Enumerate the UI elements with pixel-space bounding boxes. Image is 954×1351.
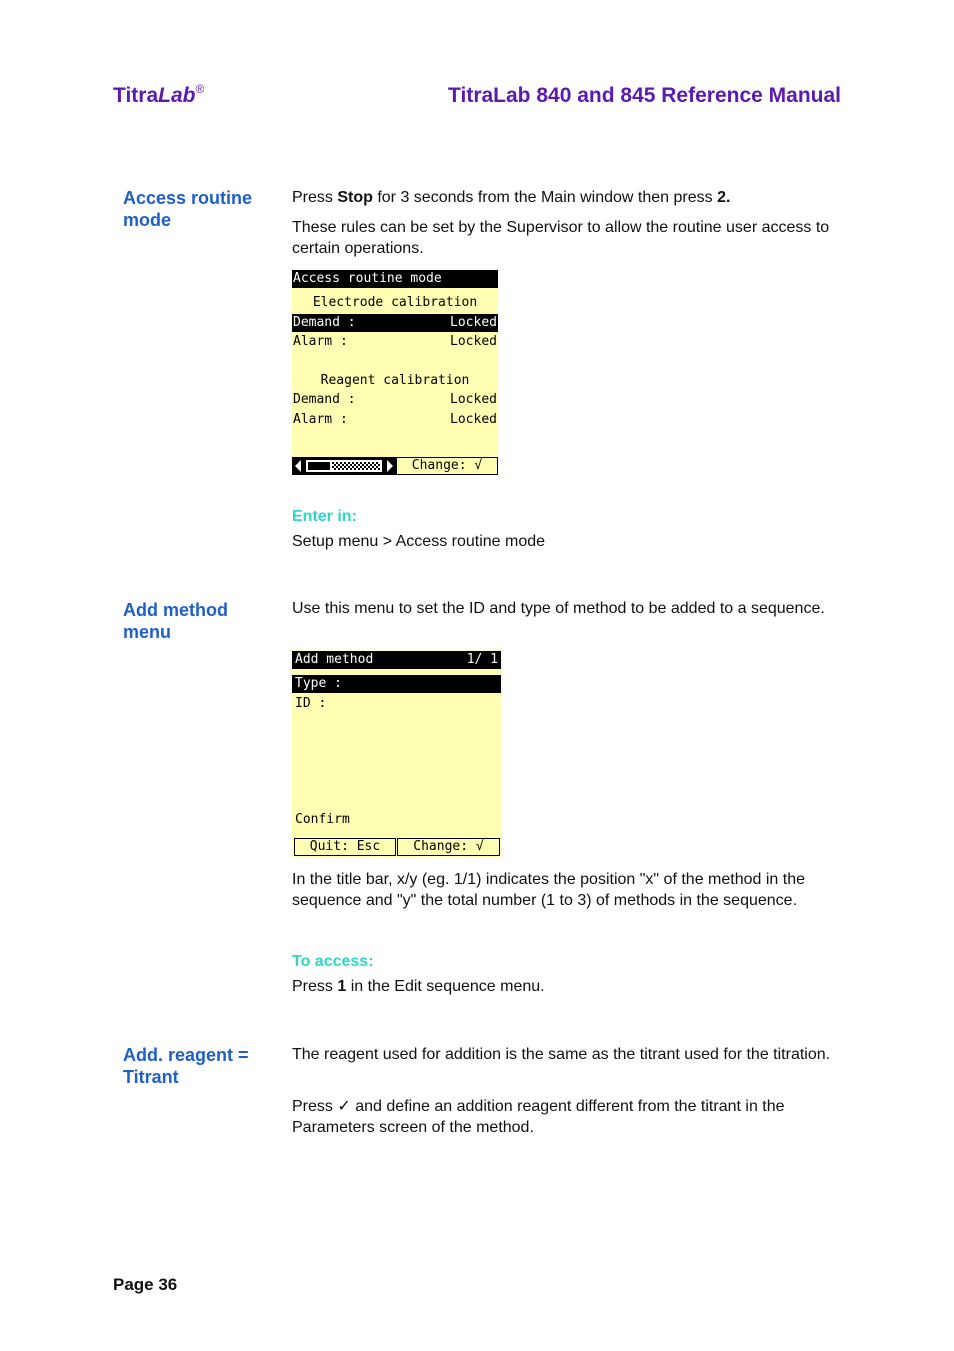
- type-label: Type :: [295, 676, 342, 691]
- quit-softkey: Quit: Esc: [294, 838, 396, 856]
- screen-title-bar: [292, 651, 501, 669]
- to-access-instruction: [292, 976, 837, 997]
- text-run: Press: [292, 189, 338, 206]
- add-method-screen: [292, 650, 501, 857]
- add-reagent-instruction: [292, 1095, 837, 1138]
- confirm-label: Confirm: [295, 812, 350, 827]
- setting-row: [292, 411, 498, 429]
- setting-value: Locked: [450, 412, 497, 427]
- access-routine-instruction: [292, 187, 837, 208]
- enter-in-label: Enter in:: [292, 508, 357, 525]
- enter-in-path: Setup menu > Access routine mode: [292, 533, 546, 550]
- change-softkey: Change: √: [397, 838, 500, 856]
- group-heading: [292, 372, 498, 390]
- manual-title: TitraLab 840 and 845 Reference Manual: [448, 84, 841, 107]
- add-method-description: Use this menu to set the ID and type of method to be added to a sequence.: [292, 600, 825, 617]
- brand-suffix: Lab: [158, 84, 196, 107]
- setting-value: Locked: [450, 315, 497, 330]
- group-heading: [292, 294, 498, 312]
- key-1-text: 1: [337, 978, 347, 995]
- text-run: Press: [292, 978, 338, 995]
- id-row: [292, 695, 501, 713]
- text-run: and define an addition reagent different from the titrant in the Parameters screen of the method.: [292, 1098, 785, 1136]
- setting-value: Locked: [450, 392, 497, 407]
- group-label: Electrode calibration: [312, 295, 478, 310]
- text-run: in the Edit sequence menu.: [346, 978, 545, 995]
- title-bar-explanation: In the title bar, x/y (eg. 1/1) indicates the position "x" of the method in the sequence and "y" the total number (1 to 3) of methods in the sequence.: [292, 871, 805, 909]
- to-access-label: To access:: [292, 953, 374, 970]
- screen-bottom-bar: [292, 457, 498, 475]
- setting-label: Demand :: [293, 392, 356, 407]
- setting-row-selected: [292, 314, 498, 332]
- screen-page-indicator: 1/ 1: [466, 652, 498, 667]
- checkmark-icon: ✓: [337, 1096, 351, 1115]
- confirm-row: [292, 811, 501, 829]
- screen-title-bar: [292, 270, 498, 288]
- brand-prefix: Titra: [113, 84, 159, 107]
- setting-label: Alarm :: [293, 334, 348, 349]
- section-heading-access-routine-mode: Access routine mode: [123, 188, 253, 230]
- setting-row: [292, 391, 498, 409]
- brand-logo: [113, 84, 204, 108]
- add-reagent-description: The reagent used for addition is the same as the titrant used for the titration.: [292, 1046, 831, 1063]
- section-heading-add-method-menu: Add method menu: [123, 600, 228, 642]
- type-row-selected: [292, 675, 501, 693]
- section-heading-add-reagent-titrant: Add. reagent = Titrant: [123, 1045, 249, 1087]
- stop-key-text: Stop: [337, 189, 373, 206]
- setting-row: [292, 333, 498, 351]
- setting-value: Locked: [450, 334, 497, 349]
- text-run: for 3 seconds from the Main window then press: [372, 189, 718, 206]
- access-routine-screen: [292, 269, 498, 475]
- group-label: Reagent calibration: [320, 373, 470, 388]
- screen-title: Access routine mode: [293, 271, 442, 286]
- change-softkey: Change: √: [411, 458, 483, 473]
- access-routine-description: These rules can be set by the Supervisor to allow the routine user access to certain operations.: [292, 219, 830, 257]
- id-label: ID :: [295, 696, 327, 711]
- registered-mark: ®: [195, 82, 205, 96]
- setting-label: Demand :: [293, 315, 356, 330]
- text-run: Press: [292, 1098, 338, 1115]
- setting-label: Alarm :: [293, 412, 348, 427]
- key-2-text: 2.: [717, 189, 731, 206]
- page-number: Page 36: [113, 1275, 178, 1294]
- screen-title: Add method: [295, 652, 374, 667]
